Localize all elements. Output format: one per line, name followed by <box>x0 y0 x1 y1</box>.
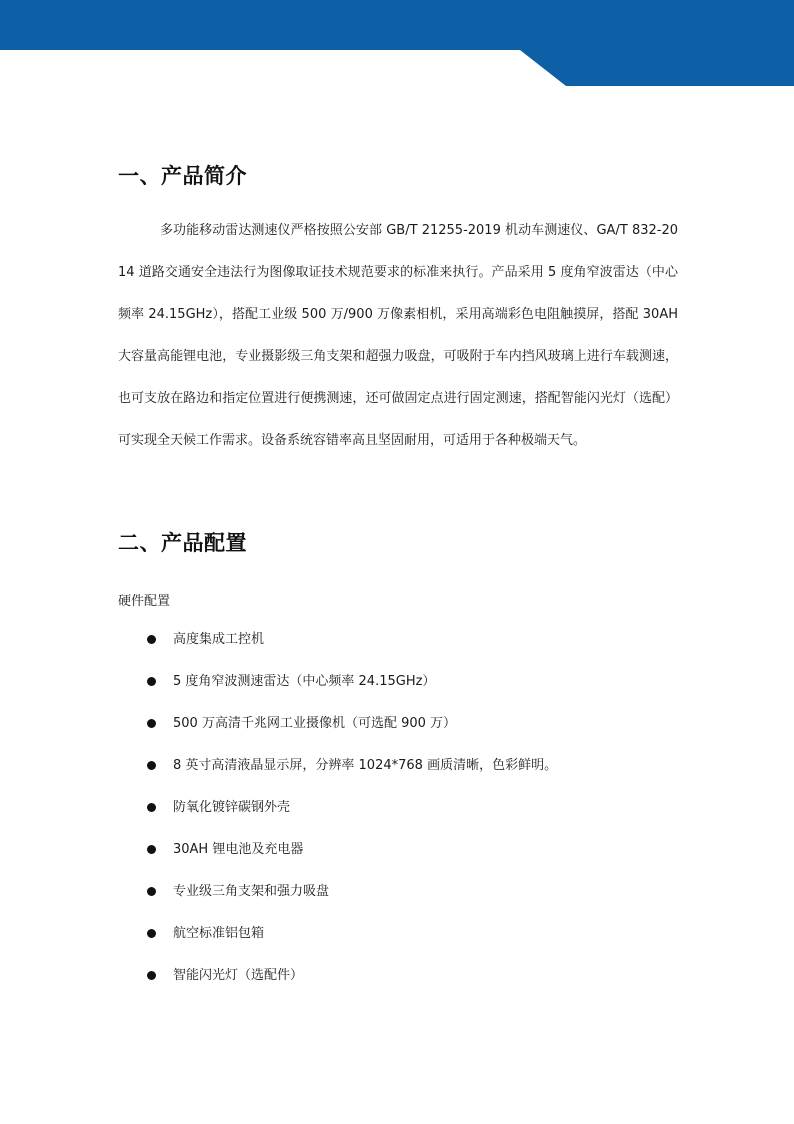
list-item-label: 专业级三角支架和强力吸盘 <box>173 884 330 899</box>
bullet-icon <box>147 803 156 812</box>
hardware-config-heading: 硬件配置 <box>118 594 171 609</box>
list-item-label: 30AH 锂电池及充电器 <box>173 842 304 857</box>
list-item-label: 智能闪光灯（选配件） <box>173 968 304 983</box>
intro-paragraph: 多功能移动雷达测速仪严格按照公安部 GB/T 21255-2019 机动车测速仪、GA/T 832-2014 道路交通安全违法行为图像取证技术规范要求的标准来执行。产品采用 5 度角窄波雷达（中心频率 24.15GHz），搭配工业级 500 万/900 万像素相机，采用高端彩色电阻触摸屏，搭配 30AH 大容量高能锂电池，专业摄影级三角支架和超强力吸盘，可吸附于车内挡风玻璃上进行车载测速，也可支放在路边和指定位置进行便携测速，还可做固定点进行固定测速，搭配智能闪光灯（选配）可实现全天候工作需求。设备系统容错率高且坚固耐用，可适用于各种极端天气。 <box>118 223 678 448</box>
list-item-label: 500 万高清千兆网工业摄像机（可选配 900 万） <box>173 716 457 731</box>
list-item-label: 航空标准铝包箱 <box>173 926 265 941</box>
section-title-intro: 一、产品简介 <box>118 164 247 188</box>
list-item-label: 5 度角窄波测速雷达（中心频率 24.15GHz） <box>173 674 436 689</box>
bullet-icon <box>147 845 156 854</box>
bullet-icon <box>147 929 156 938</box>
bullet-icon <box>147 761 156 770</box>
list-item-label: 防氧化镀锌碳钢外壳 <box>173 800 291 815</box>
list-item-label: 高度集成工控机 <box>173 632 265 647</box>
header-banner-shape <box>0 0 794 86</box>
list-item-label: 8 英寸高清液晶显示屏，分辨率 1024*768 画质清晰，色彩鲜明。 <box>173 758 558 773</box>
bullet-icon <box>147 719 156 728</box>
bullet-icon <box>147 635 156 644</box>
header-banner <box>0 0 794 86</box>
bullet-icon <box>147 971 156 980</box>
section-title-config: 二、产品配置 <box>118 531 247 555</box>
bullet-icon <box>147 677 156 686</box>
bullet-icon <box>147 887 156 896</box>
